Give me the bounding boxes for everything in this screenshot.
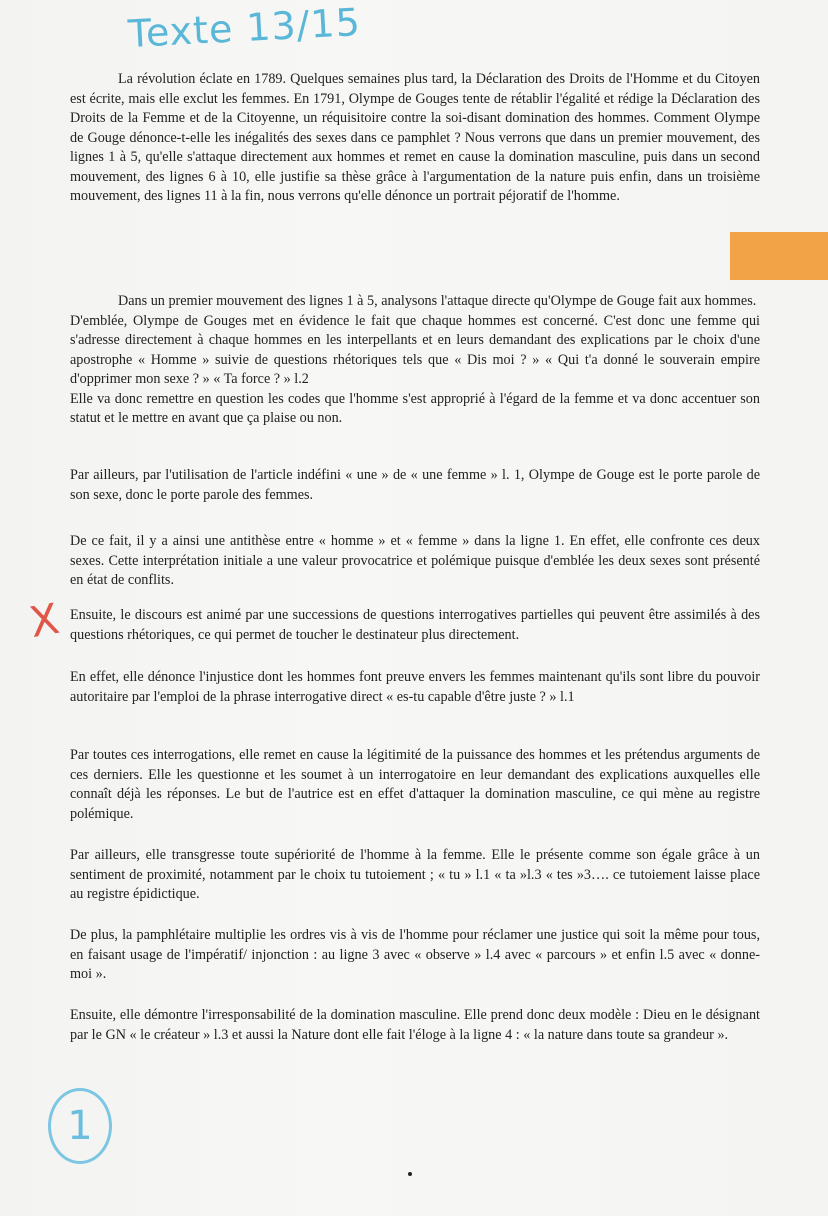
paragraph-text: Par ailleurs, elle transgresse toute supériorité de l'homme à la femme. Elle le présente comme son égale grâce à un sentiment de proximité, notamment par le choix tu tutoiement ; « tu » l.1 « ta »l.3 « tes »3…. ce tutoiement laisse place au registre épidictique. xyxy=(70,847,760,902)
paragraph-imperatif xyxy=(70,926,760,985)
page-number: 1 xyxy=(67,1103,93,1149)
paragraph-questions xyxy=(70,606,760,645)
page-number-circle xyxy=(48,1088,112,1164)
paragraph-irresponsabilite xyxy=(70,1006,760,1045)
paragraph-text: Elle va donc remettre en question les codes que l'homme s'est approprié à l'égard de la femme et va donc accentuer son statut et le mettre en avant que ça plaise ou non. xyxy=(70,390,760,426)
handwritten-title: Texte 13/15 xyxy=(127,0,362,57)
paragraph-first-movement xyxy=(70,292,760,429)
paragraph-text: En effet, elle dénonce l'injustice dont les hommes font preuve envers les femmes maintenant qu'ils sont libre du pouvoir autoritaire par l'emploi de la phrase interrogative direct « es-tu capable d'être juste ? » l.1 xyxy=(70,669,760,705)
paragraph-text: D'emblée, Olympe de Gouges met en évidence le fait que chaque hommes est concerné. C'est donc une femme qui s'adresse directement à chaque hommes en les interpellants et en leurs demandant des explications par le choix d'une apostrophe « Homme » suivie de questions rhétoriques tels que « Dis moi ? » « Qui t'a donné le souverain empire d'opprimer mon sexe ? » « Ta force ? » l.2 xyxy=(70,312,760,387)
orange-sticky-tab xyxy=(730,232,828,280)
paragraph-text: Ensuite, elle démontre l'irresponsabilité de la domination masculine. Elle prend donc deux modèle : Dieu en le désignant par le GN « le créateur » l.3 et aussi la Nature dont elle fait l'éloge à la ligne 4 : « la nature dans toute sa grandeur ». xyxy=(70,1007,760,1043)
paragraph-text: Par ailleurs, par l'utilisation de l'article indéfini « une » de « une femme » l. 1, Olympe de Gouge est le porte parole de son sexe, donc le porte parole des femmes. xyxy=(70,467,760,503)
ink-dot xyxy=(408,1172,412,1176)
paragraph-interrogations xyxy=(70,746,760,824)
paragraph-text: De plus, la pamphlétaire multiplie les ordres vis à vis de l'homme pour réclamer une justice qui soit la même pour tous, en faisant usage de l'impératif/ injonction : au ligne 3 avec « observe » l.4 avec « parcours » et enfin l.5 avec « donne-moi ». xyxy=(70,927,760,982)
paragraph-text: Ensuite, le discours est animé par une successions de questions interrogatives partielles qui peuvent être assimilés à des questions rhétoriques, ce qui permet de toucher le destinateur plus directement. xyxy=(70,607,760,643)
paragraph-introduction xyxy=(70,70,760,207)
paragraph-article xyxy=(70,466,760,505)
red-x-mark: X xyxy=(25,593,63,648)
paragraph-tutoiement xyxy=(70,846,760,905)
paragraph-text: Dans un premier mouvement des lignes 1 à 5, analysons l'attaque directe qu'Olympe de Gouge fait aux hommes. xyxy=(118,293,757,309)
paragraph-text: La révolution éclate en 1789. Quelques semaines plus tard, la Déclaration des Droits de l'Homme et du Citoyen est écrite, mais elle exclut les femmes. En 1791, Olympe de Gouges tente de rétablir l'égalité et rédige la Déclaration des Droits de la Femme et de la Citoyenne, un réquisitoire contre la soi-disant domination des hommes. Comment Olympe de Gouge dénonce-t-elle les inégalités des sexes dans ce pamphlet ? Nous verrons que dans un premier mouvement, des lignes 1 à 5, qu'elle s'attaque directement aux hommes et remet en cause la domination masculine, puis dans un second mouvement, des lignes 6 à 10, elle justifie sa thèse grâce à l'argumentation de la nature puis enfin, dans un troisième mouvement, des lignes 11 à la fin, nous verrons qu'elle dénonce un portrait péjoratif de l'homme. xyxy=(70,71,760,204)
paragraph-text: Par toutes ces interrogations, elle remet en cause la légitimité de la puissance des hommes et les prétendus arguments de ces derniers. Elle les questionne et les soumet à un interrogatoire en leur demandant des explications auxquelles elle connaît déjà les réponses. Le but de l'autrice est en effet d'attaquer la domination masculine, ce qui mène au registre polémique. xyxy=(70,747,760,822)
paragraph-injustice xyxy=(70,668,760,707)
paragraph-antithesis xyxy=(70,532,760,591)
paragraph-text: De ce fait, il y a ainsi une antithèse entre « homme » et « femme » dans la ligne 1. En effet, elle confronte ces deux sexes. Cette interprétation initiale a une valeur provocatrice et polémique puisque d'emblée les deux sexes sont présenté en état de conflits. xyxy=(70,533,760,588)
